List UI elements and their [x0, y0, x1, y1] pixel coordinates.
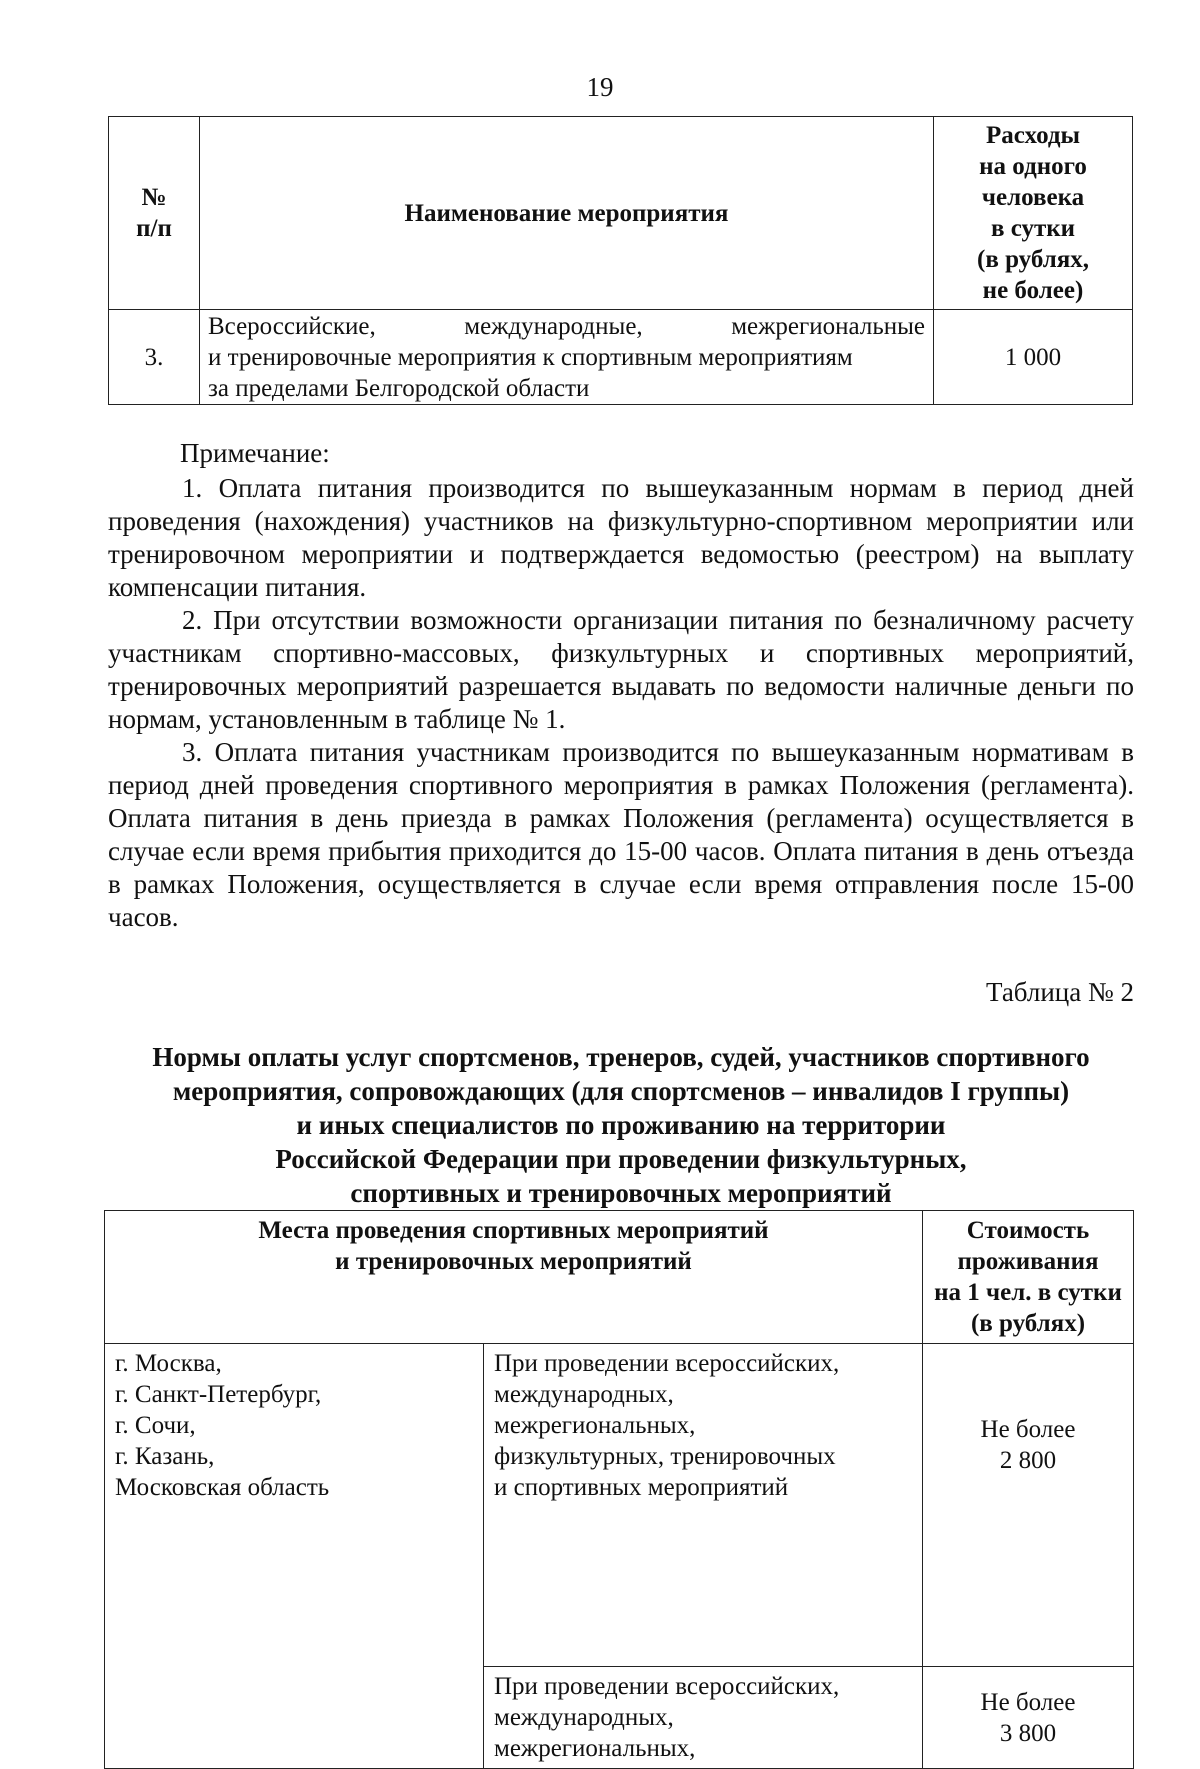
- table-row: [109, 310, 1133, 405]
- header-line: человека: [981, 184, 1085, 211]
- event-line: При проведении всероссийских,: [494, 1350, 840, 1377]
- row-event-name: [200, 310, 934, 405]
- place-line: г. Казань,: [115, 1443, 215, 1470]
- event-name-line: и тренировочные мероприятия к спортивным мероприятиям: [208, 343, 853, 371]
- note-paragraph-1: 1. Оплата питания производится по вышеуказанным нормам в период дней проведения (нахождения) участников на физкультурно-спортивном мероприятии или тренировочном мероприятии и подтверждается ведомостью (реестром) на выплату компенсации питания.: [108, 473, 1134, 602]
- header-line: Места проведения спортивных мероприятий: [258, 1217, 769, 1244]
- places-cell: [105, 1344, 484, 1769]
- header-line: на 1 чел. в сутки: [934, 1279, 1122, 1306]
- title-line: мероприятия, сопровождающих (для спортсменов – инвалидов I группы): [172, 1076, 1070, 1106]
- place-line: г. Санкт-Петербург,: [115, 1381, 322, 1408]
- page-number: 19: [586, 72, 614, 102]
- column-header-place: [105, 1211, 923, 1344]
- event-name-line: за пределами Белгородской области: [208, 374, 590, 402]
- cost-cell: [923, 1667, 1134, 1769]
- table-header-row: [109, 117, 1133, 310]
- event-line: международных,: [494, 1704, 674, 1731]
- column-header-number: [109, 117, 200, 310]
- cost-line: Не более: [980, 1688, 1076, 1716]
- header-line: (в рублях): [970, 1310, 1086, 1337]
- event-cell: [484, 1344, 923, 1667]
- header-line: в сутки: [990, 215, 1076, 242]
- title-line: Нормы оплаты услуг спортсменов, тренеров, судей, участников спортивного: [152, 1042, 1090, 1072]
- header-line: на одного: [979, 153, 1087, 180]
- place-line: Московская область: [115, 1474, 330, 1501]
- cost-cell: [923, 1344, 1134, 1667]
- meal-expenses-table: [108, 116, 1133, 405]
- header-line: проживания: [957, 1248, 1099, 1275]
- table-label: Таблица № 2: [986, 977, 1134, 1007]
- event-line: При проведении всероссийских,: [494, 1673, 840, 1700]
- header-line: не более): [982, 277, 1084, 304]
- header-line: и тренировочных мероприятий: [335, 1248, 692, 1275]
- table-title: [108, 1040, 1134, 1210]
- title-line: Российской Федерации при проведении физкультурных,: [275, 1144, 967, 1174]
- header-line: п/п: [136, 215, 172, 242]
- table-row: [105, 1344, 1134, 1667]
- note-paragraph-3: 3. Оплата питания участникам производится по вышеуказанным нормативам в период дней проведения спортивного мероприятия в рамках Положения (регламента). Оплата питания в день приезда в рамках Положения (регламента) осуществляется в случае если время прибытия приходится до 15-00 часов. Оплата питания в день отъезда в рамках Положения, осуществляется в случае если время отправления после 15-00 часов.: [108, 737, 1134, 932]
- note-title: Примечание:: [180, 438, 330, 468]
- note-body: [108, 472, 1134, 934]
- event-line: физкультурных, тренировочных: [494, 1443, 836, 1470]
- column-header-name: Наименование мероприятия: [200, 117, 934, 310]
- row-cost: 1 000: [934, 310, 1133, 405]
- note-paragraph-2: 2. При отсутствии возможности организации питания по безналичному расчету участникам спортивно-массовых, физкультурных и спортивных мероприятий, тренировочных мероприятий разрешается выдавать по ведомости наличные деньги по нормам, установленным в таблице № 1.: [108, 605, 1134, 734]
- column-header-cost: [934, 117, 1133, 310]
- title-line: спортивных и тренировочных мероприятий: [350, 1178, 892, 1208]
- place-line: г. Москва,: [115, 1350, 222, 1377]
- header-line: Расходы: [985, 122, 1081, 149]
- cost-line: 2 800: [999, 1447, 1057, 1474]
- event-name-line: Всероссийские, международные, межрегиональные: [208, 312, 925, 340]
- place-line: г. Сочи,: [115, 1412, 196, 1439]
- title-line: и иных специалистов по проживанию на территории: [296, 1110, 946, 1140]
- event-line: и спортивных мероприятий: [494, 1474, 789, 1501]
- event-line: межрегиональных,: [494, 1412, 696, 1439]
- event-cell: [484, 1667, 923, 1769]
- column-header-cost: [923, 1211, 1134, 1344]
- cost-line: 3 800: [999, 1719, 1057, 1747]
- header-line: №: [141, 184, 167, 211]
- table-header-row: [105, 1211, 1134, 1344]
- event-line: международных,: [494, 1381, 674, 1408]
- header-line: Стоимость: [966, 1217, 1090, 1244]
- header-line: (в рублях,: [977, 246, 1089, 273]
- event-line: межрегиональных,: [494, 1735, 696, 1762]
- row-number: 3.: [109, 310, 200, 405]
- accommodation-rates-table: [104, 1210, 1134, 1769]
- cost-line: Не более: [980, 1416, 1076, 1443]
